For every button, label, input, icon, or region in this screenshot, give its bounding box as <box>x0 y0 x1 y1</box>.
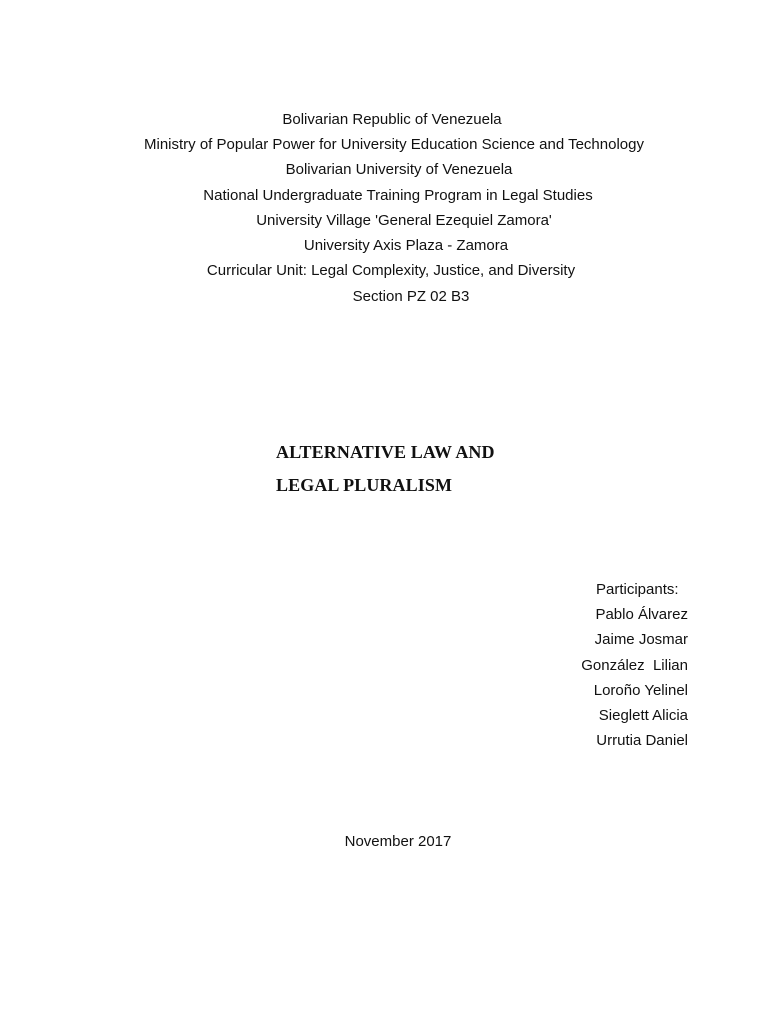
header-line-village: University Village 'General Ezequiel Zamora' <box>256 212 552 229</box>
participants-label: Participants: <box>596 581 679 598</box>
header-line-ministry: Ministry of Popular Power for University Education Science and Technology <box>144 136 644 153</box>
participant-name: Loroño Yelinel <box>593 682 688 699</box>
document-date: November 2017 <box>344 833 452 850</box>
participant-name: Pablo Álvarez <box>595 606 688 623</box>
header-line-axis: University Axis Plaza - Zamora <box>303 237 509 254</box>
document-title-line-1: ALTERNATIVE LAW AND <box>276 442 495 462</box>
participant-name: Sieglett Alicia <box>598 707 688 724</box>
header-line-country: Bolivarian Republic of Venezuela <box>282 111 502 128</box>
header-line-section: Section PZ 02 B3 <box>352 288 470 305</box>
header-line-program: National Undergraduate Training Program in Legal Studies <box>203 187 593 204</box>
participant-name: González Lilian <box>581 657 688 674</box>
header-line-university: Bolivarian University of Venezuela <box>285 161 513 178</box>
participant-name: Jaime Josmar <box>594 631 688 648</box>
document-title-line-2: LEGAL PLURALISM <box>276 475 453 495</box>
header-line-curricular-unit: Curricular Unit: Legal Complexity, Justice, and Diversity <box>206 262 576 279</box>
participant-name: Urrutia Daniel <box>596 732 688 749</box>
